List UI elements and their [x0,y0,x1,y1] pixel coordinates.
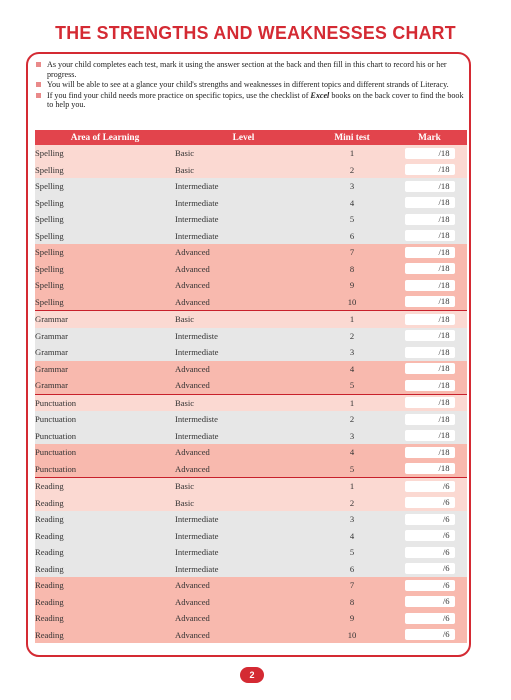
area-cell: Grammar [35,311,175,328]
level-cell: Intermediate [175,428,312,445]
mini-test-cell: 4 [312,361,392,378]
area-cell: Grammar [35,328,175,345]
mark-cell [392,361,467,378]
mark-field[interactable]: /6 [405,580,455,591]
mark-cell [392,428,467,445]
area-cell: Spelling [35,145,175,162]
level-cell: Advanced [175,461,312,478]
table-row [35,478,467,495]
level-cell: Intermediate [175,195,312,212]
mark-cell [392,195,467,212]
mini-test-cell: 5 [312,211,392,228]
level-cell: Intermediste [175,328,312,345]
square-bullet-icon [36,82,41,87]
mark-field[interactable]: /18 [405,447,455,458]
table-row [35,178,467,195]
table-row [35,544,467,561]
mark-field[interactable]: /18 [405,197,455,208]
header-area-of-learning: Area of Learning [35,130,175,145]
level-cell: Advanced [175,627,312,644]
mark-cell [392,528,467,545]
mark-field[interactable]: /18 [405,397,455,408]
mark-cell [392,478,467,495]
mark-field[interactable]: /18 [405,247,455,258]
page-number: 2 [240,667,264,683]
area-cell: Punctuation [35,394,175,411]
mark-cell [392,244,467,261]
mark-field[interactable]: /18 [405,164,455,175]
mini-test-cell: 2 [312,162,392,179]
area-cell: Reading [35,577,175,594]
level-cell: Advanced [175,444,312,461]
table-row [35,344,467,361]
table-row [35,394,467,411]
mark-field[interactable]: /18 [405,148,455,159]
instruction-item [36,60,464,79]
area-cell: Reading [35,627,175,644]
mark-field[interactable]: /18 [405,214,455,225]
mini-test-cell: 3 [312,344,392,361]
area-cell: Reading [35,594,175,611]
area-cell: Grammar [35,377,175,394]
level-cell: Intermediate [175,178,312,195]
mark-field[interactable]: /18 [405,314,455,325]
mark-cell [392,211,467,228]
area-cell: Punctuation [35,461,175,478]
area-cell: Spelling [35,162,175,179]
level-cell: Basic [175,145,312,162]
area-cell: Spelling [35,211,175,228]
mini-test-cell: 2 [312,411,392,428]
mini-test-cell: 8 [312,594,392,611]
table-row [35,594,467,611]
area-cell: Reading [35,511,175,528]
mini-test-cell: 5 [312,377,392,394]
level-cell: Basic [175,478,312,495]
level-cell: Advanced [175,610,312,627]
mark-cell [392,610,467,627]
level-cell: Advanced [175,261,312,278]
table-row [35,377,467,394]
excel-brand: Excel [310,90,330,100]
mark-field[interactable]: /6 [405,547,455,558]
area-cell: Grammar [35,361,175,378]
area-cell: Reading [35,528,175,545]
instruction-text-start: If you find your child needs more practice on specific topics, use the checklist of [47,90,311,100]
level-cell: Advanced [175,244,312,261]
mini-test-cell: 4 [312,528,392,545]
level-cell: Intermediate [175,211,312,228]
instruction-text: You will be able to see at a glance your child's strengths and weaknesses in different topics and different strands of Literacy. [47,80,449,90]
header-mark: Mark [392,130,467,145]
mark-field[interactable]: /18 [405,414,455,425]
table-row [35,228,467,245]
mark-cell [392,495,467,512]
mark-cell [392,261,467,278]
mark-cell [392,461,467,478]
mark-field[interactable]: /18 [405,296,455,307]
mark-cell [392,577,467,594]
area-cell: Punctuation [35,411,175,428]
instructions-list [36,60,464,111]
table-row [35,444,467,461]
table-row [35,311,467,328]
mark-cell [392,627,467,644]
table-row [35,428,467,445]
mini-test-cell: 2 [312,495,392,512]
area-cell: Reading [35,561,175,578]
mark-field[interactable]: /18 [405,363,455,374]
instruction-text-end: books on the back cover to find the book to help you. [47,90,464,110]
level-cell: Basic [175,394,312,411]
area-cell: Reading [35,610,175,627]
square-bullet-icon [36,62,41,67]
mark-field[interactable]: /6 [405,563,455,574]
area-cell: Spelling [35,294,175,311]
square-bullet-icon [36,93,41,98]
level-cell: Basic [175,311,312,328]
mark-cell [392,544,467,561]
table-row [35,561,467,578]
level-cell: Advanced [175,277,312,294]
level-cell: Basic [175,495,312,512]
area-cell: Reading [35,544,175,561]
mark-field[interactable]: /6 [405,613,455,624]
table-row [35,610,467,627]
area-cell: Reading [35,495,175,512]
mark-field[interactable]: /6 [405,481,455,492]
mark-field[interactable]: /6 [405,514,455,525]
table-header-row [35,130,467,145]
table-row [35,211,467,228]
level-cell: Intermediate [175,528,312,545]
mark-field[interactable]: /6 [405,596,455,607]
header-level: Level [175,130,312,145]
level-cell: Intermediate [175,344,312,361]
table-row [35,528,467,545]
mini-test-cell: 6 [312,561,392,578]
mini-test-cell: 1 [312,478,392,495]
mini-test-cell: 10 [312,294,392,311]
table-row [35,294,467,311]
level-cell: Basic [175,162,312,179]
mini-test-cell: 7 [312,577,392,594]
mini-test-cell: 5 [312,461,392,478]
level-cell: Intermediate [175,228,312,245]
area-cell: Spelling [35,178,175,195]
level-cell: Advanced [175,294,312,311]
area-cell: Spelling [35,261,175,278]
table-row [35,244,467,261]
mini-test-cell: 7 [312,244,392,261]
mark-field[interactable]: /18 [405,347,455,358]
mark-cell [392,178,467,195]
table-row [35,577,467,594]
instruction-item [36,80,464,90]
mark-cell [392,411,467,428]
area-cell: Reading [35,478,175,495]
mark-cell [392,511,467,528]
mark-cell [392,328,467,345]
level-cell: Advanced [175,377,312,394]
table-row [35,277,467,294]
mini-test-cell: 5 [312,544,392,561]
mark-cell [392,444,467,461]
mark-cell [392,561,467,578]
mini-test-cell: 8 [312,261,392,278]
instruction-item [36,91,464,110]
table-row [35,495,467,512]
mark-field[interactable]: /18 [405,380,455,391]
mini-test-cell: 9 [312,610,392,627]
level-cell: Intermediate [175,544,312,561]
table-row [35,411,467,428]
mark-field[interactable]: /18 [405,430,455,441]
table-row [35,627,467,644]
table-row [35,461,467,478]
mark-cell [392,228,467,245]
mini-test-cell: 2 [312,328,392,345]
mark-field[interactable]: /18 [405,230,455,241]
mark-cell [392,162,467,179]
header-mini-test: Mini test [312,130,392,145]
strengths-weaknesses-table [35,130,467,643]
level-cell: Advanced [175,361,312,378]
area-cell: Spelling [35,228,175,245]
mark-field[interactable]: /6 [405,530,455,541]
mark-field[interactable]: /18 [405,280,455,291]
mark-cell [392,145,467,162]
mark-cell [392,344,467,361]
level-cell: Advanced [175,577,312,594]
mini-test-cell: 4 [312,444,392,461]
area-cell: Spelling [35,244,175,261]
area-cell: Punctuation [35,428,175,445]
mark-field[interactable]: /18 [405,463,455,474]
table-row [35,511,467,528]
mini-test-cell: 3 [312,428,392,445]
mini-test-cell: 3 [312,511,392,528]
table-row [35,145,467,162]
mark-field[interactable]: /18 [405,263,455,274]
area-cell: Punctuation [35,444,175,461]
mark-field[interactable]: /6 [405,497,455,508]
mini-test-cell: 3 [312,178,392,195]
mark-field[interactable]: /18 [405,181,455,192]
mini-test-cell: 1 [312,394,392,411]
table-row [35,261,467,278]
mini-test-cell: 4 [312,195,392,212]
mini-test-cell: 10 [312,627,392,644]
page-title: THE STRENGTHS AND WEAKNESSES CHART [55,22,456,43]
level-cell: Intermediate [175,561,312,578]
area-cell: Spelling [35,195,175,212]
level-cell: Intermediate [175,511,312,528]
mark-cell [392,277,467,294]
level-cell: Intermediste [175,411,312,428]
table-row [35,195,467,212]
mark-cell [392,394,467,411]
mark-field[interactable]: /6 [405,629,455,640]
table-row [35,162,467,179]
table-row [35,361,467,378]
mini-test-cell: 9 [312,277,392,294]
mark-cell [392,377,467,394]
mini-test-cell: 1 [312,145,392,162]
mark-cell [392,294,467,311]
area-cell: Spelling [35,277,175,294]
mini-test-cell: 6 [312,228,392,245]
area-cell: Grammar [35,344,175,361]
instruction-text: As your child completes each test, mark it using the answer section at the back and then fill in this chart to record his or her progress. [47,60,447,79]
mark-field[interactable]: /18 [405,330,455,341]
mini-test-cell: 1 [312,311,392,328]
level-cell: Advanced [175,594,312,611]
mark-cell [392,311,467,328]
table-body [35,145,467,643]
mark-cell [392,594,467,611]
table-row [35,328,467,345]
